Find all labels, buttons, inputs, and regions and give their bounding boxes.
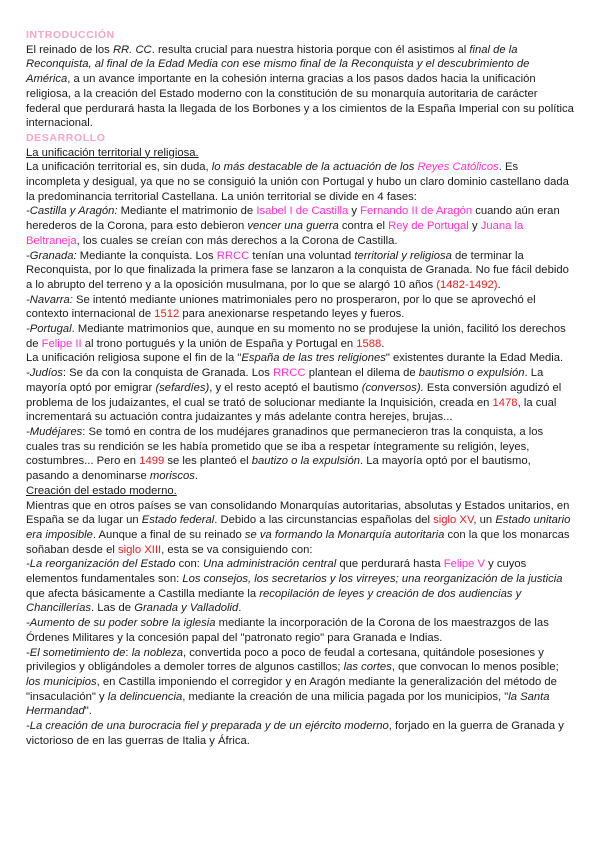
- phase-granada: -Granada: Mediante la conquista. Los RRCC tenían una voluntad territorial y religiosa de terminar la Reconquista, por lo que finalizada la primera fase se lanzaron a la conquista de Granada. No fue fácil debido a lo abrupto del terreno y a la oposición musulmana, por lo que se alargó 10 años (1482-1492).: [26, 249, 569, 291]
- paragraph-estado-moderno: Mientras que en otros países se van consolidando Monarquías autoritarias, absolutas y Estados unitarios, en España se da lugar un Estado federal. Debido a las circunstancias españolas del siglo XV, un Estado unitario era imposible. Aunque a final de su reinado se va formando la Monarquía autoritaria con la que los monarcas soñaban desde el siglo XIII, esta se va consiguiendo con:: [26, 499, 571, 556]
- phase-navarra: -Navarra: Se intentó mediante uniones matrimoniales pero no prosperaron, por lo que se aprovechó el contexto internacional de 1512 para anexionarse respetando leyes y fueros.: [26, 293, 536, 321]
- intro-heading: INTRODUCCIÓN: [26, 29, 115, 41]
- item-burocracia: -La creación de una burocracia fiel y preparada y de un ejército moderno, forjado en la guerra de Granada y victorioso de en las guerras de Italia y África.: [26, 720, 564, 747]
- phase-castilla-aragon: -Castilla y Aragón: Mediante el matrimonio de Isabel I de Castilla y Fernando II de Aragón cuando aún eran herederos de la Corona, para esto debieron vencer una guerra contra el Rey de Portugal y Juana la Beltraneja, los cuales se creían con más derechos a la Corona de Castilla.: [26, 205, 560, 247]
- item-reorganizacion: -La reorganización del Estado con: Una administración central que perdurará hasta Felipe V y cuyos elementos fundamentales son: Los consejos, los secretarios y los virreyes; una reorganización de la justicia que afecta básicamente a Castilla mediante la recopilación de leyes y creación de dos audiencias y Chancillerías. Las de Granada y Valladolid.: [26, 558, 563, 615]
- paragraph-unificacion-territorial: La unificación territorial es, sin duda, lo más destacable de la actuación de los Reyes Católicos. Es incompleta y desigual, ya que no se consiguió la unión con Portugal y hubo un claro dominio castellano dada la predominancia territorial Castellana. La unión territorial se divide en 4 fases:: [26, 161, 569, 203]
- item-sometimiento: -El sometimiento de: la nobleza, convertida poco a poco de feudal a cortesana, quitándole posesiones y privilegios y obligándoles a demoler torres de algunos castillos; las cortes, que convocan lo menos posible; los municipios, en Castilla imponiendo el corregidor y en Aragón mediante la generalización del método de "insaculación" y la delincuencia, mediante la creación de una milicia pagada por los municipios, "la Santa Hermandad".: [26, 646, 559, 718]
- section-title-estado-moderno: Creación del estado moderno.: [26, 484, 177, 497]
- section-title-unificacion: La unificación territorial y religiosa.: [26, 146, 199, 159]
- desarrollo-heading: DESARROLLO: [26, 131, 106, 144]
- item-mudejares: -Mudéjares: Se tomó en contra de los mudéjares granadinos que permanecieron tras la conquista, a los cuales tras su rendición se les había prometido que se iba a respetar íntegramente su religión, leyes, costumbres... Pero en 1499 se les planteó el bautizo o la expulsión. La mayoría optó por el bautismo, pasando a denominarse moriscos.: [26, 425, 544, 483]
- item-judios: -Judíos: Se da con la conquista de Granada. Los RRCC plantean el dilema de bautismo o expulsión. La mayoría optó por emigrar (sefardíes), y el resto aceptó el bautismo (conversos). Esta conversión agudizó el problema de los judaizantes, el cual se trató de solucionar mediante la Inquisición, creada en 1478, la cual incrementará su actuación contra judaizantes y más adelante contra herejes, brujas...: [26, 367, 562, 424]
- intro-paragraph: El reinado de los RR. CC. resulta crucial para nuestra historia porque con él asistimos al final de la Reconquista, al final de la Edad Media con ese mismo final de la Reconquista y el descubrimiento de América, a un avance importante en la cohesión interna gracias a los pasos dados hacia la unificación religiosa, a la creación del Estado moderno con la constitución de su monarquía autoritaria de carácter federal que perdurará hasta la llegada de los Borbones y a los cimientos de la España Imperial con su política internacional.: [26, 43, 574, 130]
- document-page: [26, 28, 574, 748]
- phase-portugal: -Portugal. Mediante matrimonios que, aunque en su momento no se produjese la unión, facilitó los derechos de Felipe II al trono portugués y la unión de España y Portugal en 1588.: [26, 323, 566, 350]
- item-aumento-poder: -Aumento de su poder sobre la iglesia mediante la incorporación de la Corona de los maestrazgos de las Órdenes Militares y la concesión papal del "patronato regio" para Granada e Indias.: [26, 617, 549, 644]
- paragraph-unificacion-religiosa: La unificación religiosa supone el fin de la "España de las tres religiones" existentes durante la Edad Media.: [26, 352, 564, 365]
